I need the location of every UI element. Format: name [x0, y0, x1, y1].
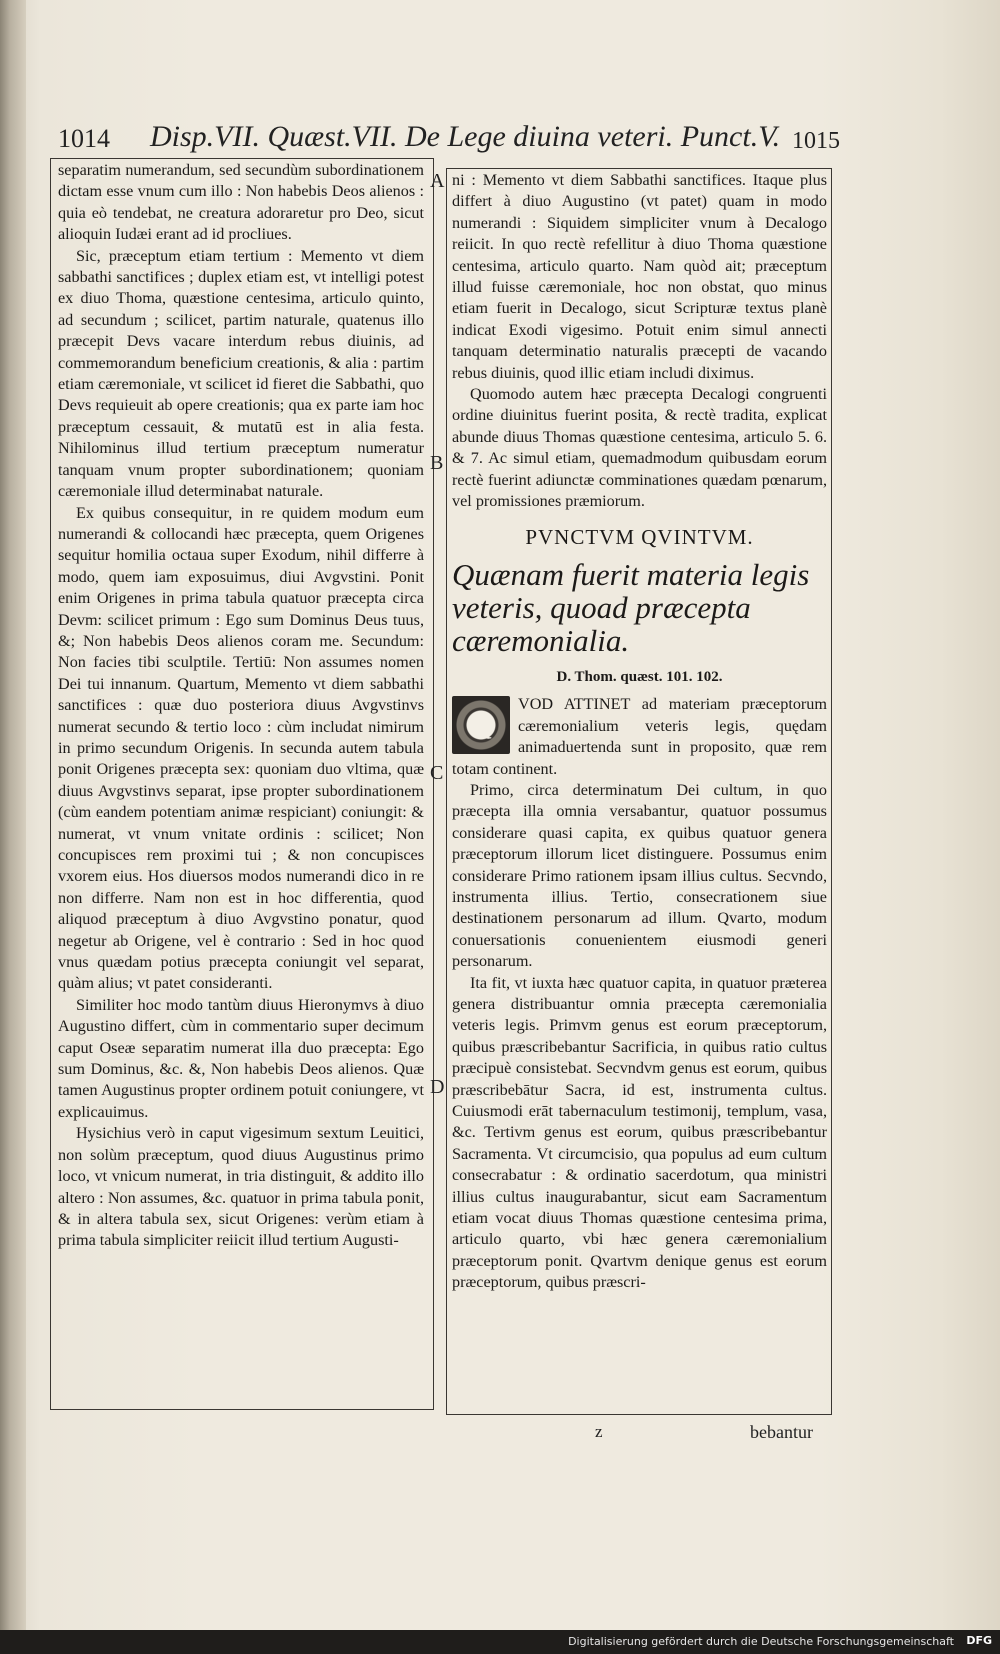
paragraph: Quomodo autem hæc præcepta Decalogi congruenti ordine diuinitus fuerint posita, & rectè tradita, explicat abunde diuus Thomas quæstione centesima, articulo 5. 6. & 7. Ac simul etiam, quemadmodum quibusdam eorum rectè fuerint adiunctæ comminationes quædam pœnarum, vel promissiones præmiorum. [452, 385, 827, 511]
source-reference: D. Thom. quæst. 101. 102. [556, 668, 723, 685]
margin-letter-c: C [430, 762, 444, 784]
paragraph: Ita fit, vt iuxta hæc quatuor capita, in quatuor præterea genera distribuantur omnia præcepta cæremonialia veteris legis. Primvm genus est eorum præceptorum, quibus præscribebantur Sacrificia, in quibus ratio cultus præcipuè consistebat. Secvndvm genus est eorum, quibus præscribebātur Sacra, id est, instrumenta cultus. Cuiusmodi erāt tabernaculum testimonij, templum, vasa, &c. Tertivm genus est eorum, quibus præscribebantur Sacramenta. Vt circumcisio, qua populus ad eum cultum consecrabatur : & ordinatio sacerdotum, qua ministri illius cultus inaugurabantur, sicut eam Sacramentum etiam vocat diuus Thomas quæstione centesima prima, articulo quarto, vbi hæc genera cæremonialium præceptorum ponit. Qvartvm denique genus est eorum præceptorum, quibus præscri- [452, 973, 827, 1292]
signature-mark: z [595, 1422, 603, 1441]
left-text-column [58, 160, 424, 1252]
opening-text: VOD ATTINET ad materiam præceptorum cæremonialium veteris legis, quędam animaduertenda sunt in proposito, quæ rem totam continent. [452, 695, 827, 778]
folio-number-right: 1015 [792, 128, 840, 154]
section-heading: PVNCTVM QVINTVM. [525, 524, 754, 549]
section-title: Quænam fuerit materia legis veteris, quoad præcepta cæremonialia. [452, 556, 810, 658]
right-text-column [452, 170, 827, 1294]
catchword: bebantur [750, 1422, 813, 1442]
paragraph: Sic, præceptum etiam tertium : Memento vt diem sabbathi sanctifices ; duplex etiam est, vt intelligi potest ex diuo Thoma, quæstione centesima, articulo quinto, ad secundum ; scilicet, partim naturale, quatenus illo præcepit Devs vacare interdum rebus diuinis, ad commemorandum beneficium creationis, & alia : partim etiam cæremoniale, vt scilicet id fieret die Sabbathi, quo Devs requieuit ab opere creationis; qua ex parte iam hoc præceptum cessauit, & mutatū est in alia festa. Nihilominus illud tertium præceptum numeratur tanquam vnum propter subordinationem; quoniam cæremoniale illud determinabat naturale. [58, 246, 424, 501]
paragraph: separatim numerandum, sed secundùm subordinationem dictam esse vnum cum illo : Non habebis Deos alienos : quia eò tendebat, ne creatura adoraretur pro Deo, sicut alioquin Iudæi erant ad id procliues. [58, 161, 424, 244]
decorated-initial: Q [452, 696, 510, 754]
running-header [50, 120, 840, 160]
book-spine-shadow [0, 0, 26, 1630]
margin-letter-d: D [430, 1076, 445, 1098]
funding-note: Digitalisierung gefördert durch die Deutsche Forschungsgemeinschaft [568, 1635, 954, 1648]
opening-paragraph [452, 694, 827, 780]
paragraph: Ex quibus consequitur, in re quidem modum eum numerandi & collocandi hæc præcepta, quem Origenes sequitur homilia octaua super Exodum, nihil differre à modo, quem iam exposuimus, diui Avgvstini. Ponit enim Origenes in prima tabula quatuor præcepta circa Devm: scilicet primum : Ego sum Dominus Deus tuus, &; Non habebis Deos alienos coram me. Secundum: Non facies tibi sculptile. Tertiū: Non assumes nomen Dei tui innanum. Quartum, Memento vt diem sabbathi sanctifices : quæ duo posteriora diuus Avgvstinvs numerat secundo & tertio loco : cùm includat nimirum in primo secundum Origenis. In secunda autem tabula ponit Origenes præcepta sex: quoniam duo vltima, quæ diuus Avgvstinvs separat, ipse propter subordinationem (cùm eandem potentiam animæ respiciant) coniungit: & numerat, vt vnum vnitate ordinis : scilicet; Non concupisces rem proximi tui ; & non concupisces vxorem eius. Hos diuersos modos numerandi dico in re non differre. Nam non est in hoc differentia, quod aliquod præceptum à diuo Avgvstino ponatur, quod negetur ab Origene, vel è contrario : Sed in hoc quod vnus quædam potius præcepta coniungit vel separat, quàm alius; vt patet consideranti. [58, 503, 424, 993]
paragraph: Primo, circa determinatum Dei cultum, in quo præcepta illa omnia versabantur, quatuor possumus considerare quasi capita, ex quibus quatuor genera præceptorum illorum licet distinguere. Possumus enim considerare Primo rationem ipsam illius cultus. Secvndo, instrumenta illius. Tertio, consecrationem siue destinationem personarum ad illum. Qvarto, modum conuersationis conuenientem eiusmodi generi personarum. [452, 780, 827, 971]
paragraph: Hysichius verò in caput vigesimum sextum Leuitici, non solùm præceptum, quod diuus Augustinus primo loco, vt vnicum numerat, in tria distinguit, & addito illo altero : Non assumes, &c. quatuor in prima tabula ponit, & in altera tabula sex, sicut Origenes: verùm etiam à prima tabula simpliciter reiicit illud tertium Augusti- [58, 1124, 424, 1250]
margin-letter-a: A [430, 170, 445, 192]
margin-letter-b: B [430, 452, 444, 474]
dfg-logo: DFG [966, 1634, 992, 1647]
paragraph: Similiter hoc modo tantùm diuus Hieronymvs à diuo Augustino differt, cùm in commentario super decimum caput Oseæ separatim numerat illa duo præcepta: Ego sum Dominus, &c. &, Non habebis Deos alienos. Quæ tamen Augustinus propter ordinem potuit coniungere, vt explicauimus. [58, 995, 424, 1121]
folio-number-left: 1014 [58, 124, 110, 153]
running-title: Disp.VII. Quæst.VII. De Lege diuina veteri. Punct.V. [150, 120, 781, 153]
paragraph: ni : Memento vt diem Sabbathi sanctifices. Itaque plus differt à diuo Augustino (vt patet) quam in modo numerandi : Siquidem simpliciter vnum à Decalogo reiicit. In quo rectè refellitur à diuo Thoma quæstione centesima, articulo quarto. Nam quòd ait; præceptum illud fuisse cæremoniale, hoc non obstat, quo minus etiam fuerit in Decalogo, sicut Scripturæ textus planè indicat Exodi vigesimo. Potuit enim simul annecti tanquam determinatio naturalis præcepti de vacando rebus diuinis, quod illic etiam includi diximus. [452, 171, 827, 382]
digitization-footer [0, 1630, 1000, 1654]
